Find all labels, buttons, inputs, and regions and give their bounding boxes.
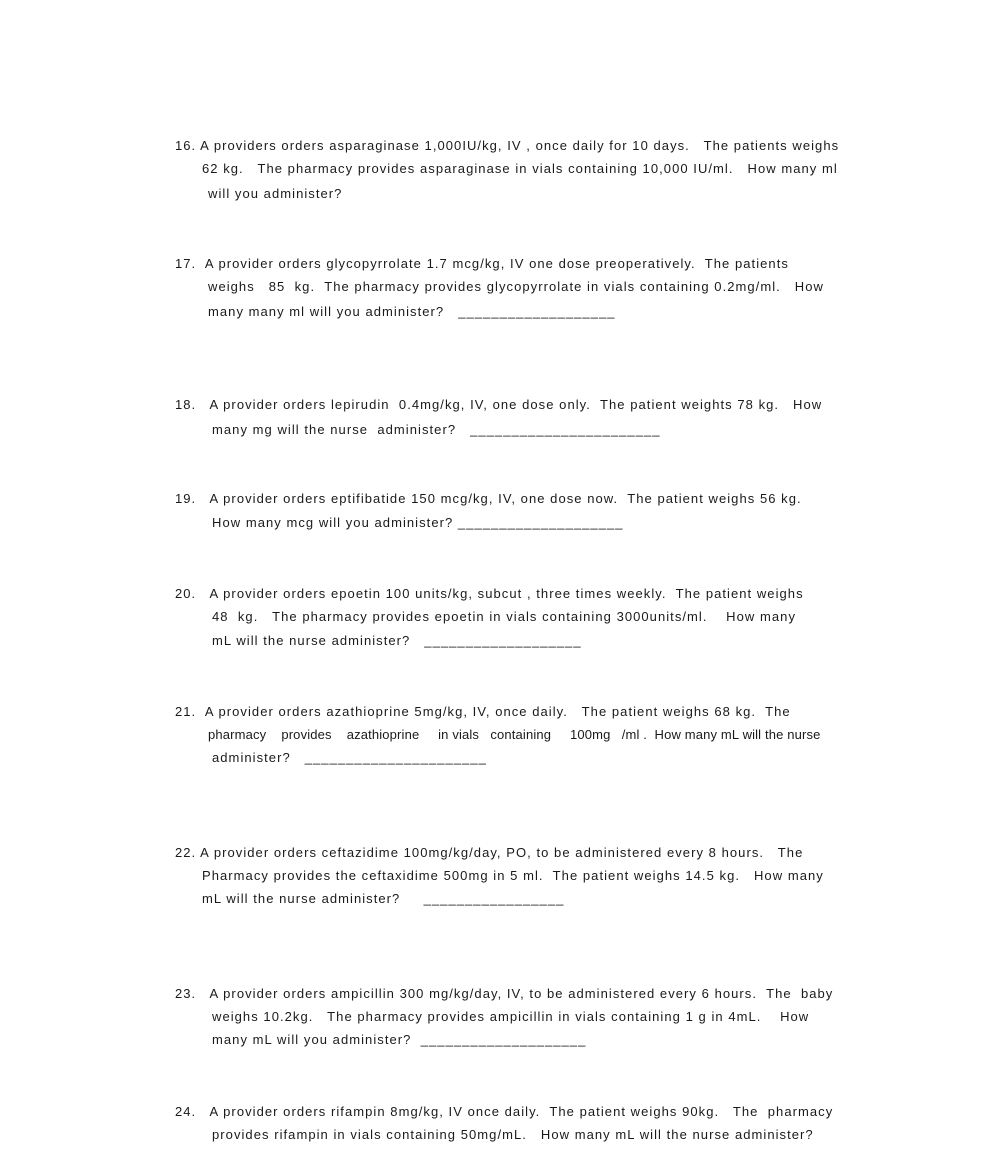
question-16-line-1: 16. A providers orders asparaginase 1,000IU/kg, IV , once daily for 10 days. The patients weighs [175, 138, 840, 153]
question-20-line-3: mL will the nurse administer? ___________________ [212, 633, 582, 648]
question-18-line-2: many mg will the nurse administer? _______________________ [212, 422, 661, 437]
question-19-line-2: How many mcg will you administer? ____________________ [212, 515, 624, 530]
question-16-line-3: will you administer? [208, 186, 343, 201]
question-22-line-3: mL will the nurse administer? _________________ [202, 891, 565, 906]
question-22-line-2: Pharmacy provides the ceftaxidime 500mg in 5 ml. The patient weighs 14.5 kg. How many [202, 868, 824, 883]
question-23-line-3: many mL will you administer? ____________________ [212, 1032, 587, 1047]
question-17-line-2: weighs 85 kg. The pharmacy provides glycopyrrolate in vials containing 0.2mg/ml. How [208, 279, 824, 294]
question-23-line-1: 23. A provider orders ampicillin 300 mg/kg/day, IV, to be administered every 6 hours. The baby [175, 986, 834, 1001]
question-17-line-3: many many ml will you administer? ___________________ [208, 304, 616, 319]
question-20-line-1: 20. A provider orders epoetin 100 units/kg, subcut , three times weekly. The patient weighs [175, 586, 804, 601]
question-20-line-2: 48 kg. The pharmacy provides epoetin in vials containing 3000units/ml. How many [212, 609, 796, 624]
question-23-line-2: weighs 10.2kg. The pharmacy provides ampicillin in vials containing 1 g in 4mL. How [212, 1009, 810, 1024]
question-21-line-2: pharmacy provides azathioprine in vials containing 100mg /ml . How many mL will the nurse [208, 727, 821, 742]
question-18-line-1: 18. A provider orders lepirudin 0.4mg/kg, IV, one dose only. The patient weights 78 kg. How [175, 397, 823, 412]
question-21-line-3: administer? ______________________ [212, 750, 487, 765]
question-21-line-1: 21. A provider orders azathioprine 5mg/kg, IV, once daily. The patient weighs 68 kg. The [175, 704, 791, 719]
question-17-line-1: 17. A provider orders glycopyrrolate 1.7 mcg/kg, IV one dose preoperatively. The patients [175, 256, 789, 271]
question-22-line-1: 22. A provider orders ceftazidime 100mg/kg/day, PO, to be administered every 8 hours. The [175, 845, 804, 860]
question-19-line-1: 19. A provider orders eptifibatide 150 mcg/kg, IV, one dose now. The patient weighs 56 kg. [175, 491, 802, 506]
question-24-line-1: 24. A provider orders rifampin 8mg/kg, IV once daily. The patient weighs 90kg. The pharmacy [175, 1104, 834, 1119]
question-24-line-2: provides rifampin in vials containing 50mg/mL. How many mL will the nurse administer? [212, 1127, 814, 1142]
question-16-line-2: 62 kg. The pharmacy provides asparaginase in vials containing 10,000 IU/ml. How many ml [202, 161, 838, 176]
